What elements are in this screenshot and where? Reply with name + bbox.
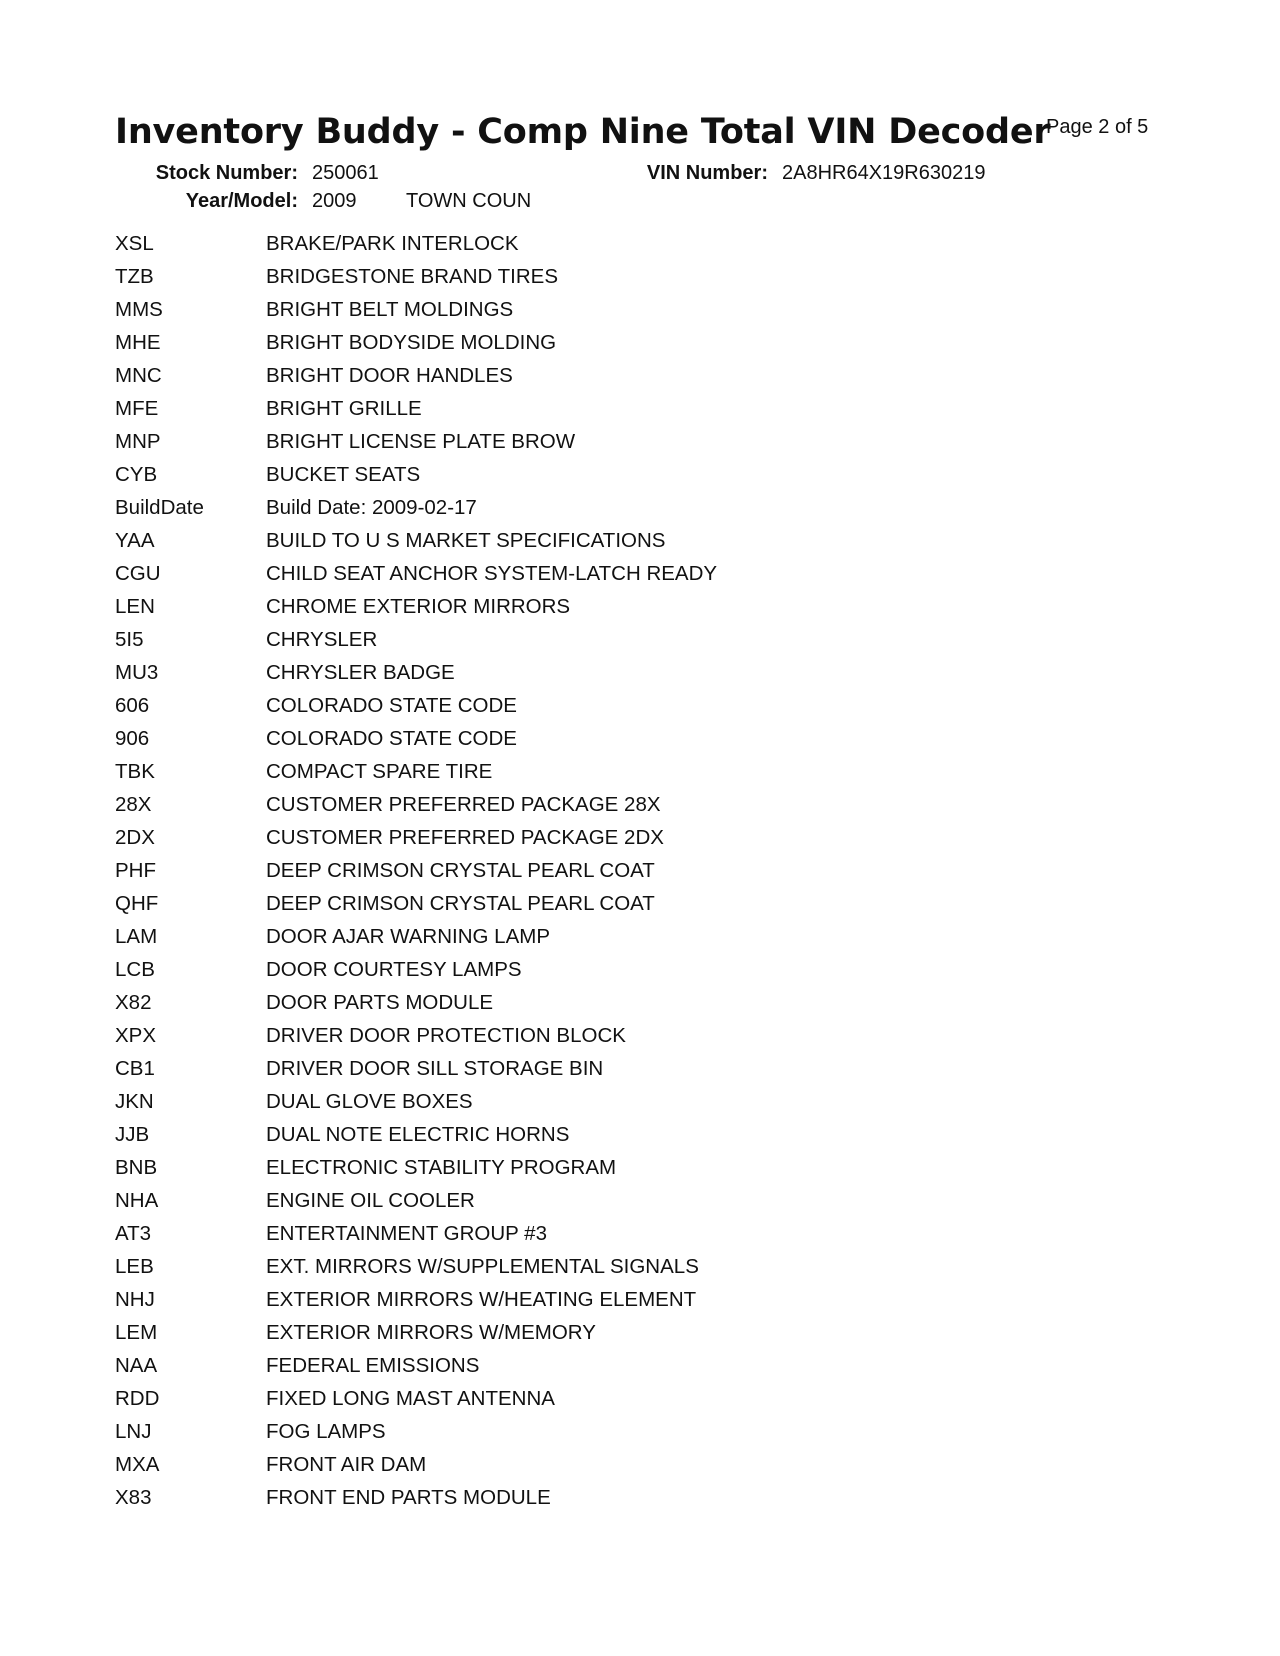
- option-description: EXTERIOR MIRRORS W/MEMORY: [266, 1320, 596, 1344]
- option-code: YAA: [115, 528, 155, 552]
- option-row: [115, 689, 1115, 722]
- option-code: LEN: [115, 594, 155, 618]
- option-code: MU3: [115, 660, 159, 684]
- option-row: [115, 1217, 1115, 1250]
- option-description: ENGINE OIL COOLER: [266, 1188, 475, 1212]
- option-row: [115, 1481, 1115, 1514]
- option-description: BRIGHT BELT MOLDINGS: [266, 297, 514, 321]
- option-description: FOG LAMPS: [266, 1419, 386, 1443]
- option-row: [115, 788, 1115, 821]
- page-indicator: Page 2 of 5: [1046, 116, 1149, 138]
- option-code: RDD: [115, 1386, 160, 1410]
- option-description: DOOR COURTESY LAMPS: [266, 957, 522, 981]
- option-code: 906: [115, 726, 150, 750]
- option-row: [115, 1283, 1115, 1316]
- option-code: XPX: [115, 1023, 157, 1047]
- option-description: BUILD TO U S MARKET SPECIFICATIONS: [266, 528, 666, 552]
- option-code: 2DX: [115, 825, 155, 849]
- option-description: CHRYSLER BADGE: [266, 660, 455, 684]
- option-code: JJB: [115, 1122, 150, 1146]
- option-description: DEEP CRIMSON CRYSTAL PEARL COAT: [266, 891, 655, 915]
- option-row: [115, 524, 1115, 557]
- option-code: PHF: [115, 858, 156, 882]
- option-description: FRONT END PARTS MODULE: [266, 1485, 551, 1509]
- option-row: [115, 458, 1115, 491]
- option-row: [115, 1316, 1115, 1349]
- option-description: DUAL GLOVE BOXES: [266, 1089, 473, 1113]
- option-code: MMS: [115, 297, 163, 321]
- option-row: [115, 1382, 1115, 1415]
- option-code: TBK: [115, 759, 155, 783]
- option-row: [115, 1052, 1115, 1085]
- option-description: BRIGHT LICENSE PLATE BROW: [266, 429, 576, 453]
- option-code: 5I5: [115, 627, 144, 651]
- option-description: COMPACT SPARE TIRE: [266, 759, 493, 783]
- option-row: [115, 1085, 1115, 1118]
- option-description: BRAKE/PARK INTERLOCK: [266, 231, 519, 255]
- option-description: BRIDGESTONE BRAND TIRES: [266, 264, 558, 288]
- option-code: 606: [115, 693, 150, 717]
- option-description: DRIVER DOOR PROTECTION BLOCK: [266, 1023, 626, 1047]
- page-title: Inventory Buddy - Comp Nine Total VIN Decoder: [115, 112, 1051, 152]
- option-description: CUSTOMER PREFERRED PACKAGE 28X: [266, 792, 661, 816]
- option-row: [115, 359, 1115, 392]
- option-code: NAA: [115, 1353, 158, 1377]
- option-description: BUCKET SEATS: [266, 462, 421, 486]
- option-code: X83: [115, 1485, 152, 1509]
- option-row: [115, 656, 1115, 689]
- option-description: COLORADO STATE CODE: [266, 693, 517, 717]
- model-value: TOWN COUN: [406, 190, 532, 212]
- option-code: TZB: [115, 264, 154, 288]
- vin-number-value: 2A8HR64X19R630219: [782, 162, 986, 184]
- option-code: QHF: [115, 891, 159, 915]
- option-code: LEB: [115, 1254, 154, 1278]
- option-row: [115, 1448, 1115, 1481]
- option-code: MHE: [115, 330, 161, 354]
- option-code: AT3: [115, 1221, 152, 1245]
- option-description: CUSTOMER PREFERRED PACKAGE 2DX: [266, 825, 664, 849]
- option-code: 28X: [115, 792, 152, 816]
- stock-number-value: 250061: [312, 162, 379, 184]
- option-description: DUAL NOTE ELECTRIC HORNS: [266, 1122, 570, 1146]
- option-row: [115, 1415, 1115, 1448]
- option-description: FEDERAL EMISSIONS: [266, 1353, 480, 1377]
- option-row: [115, 953, 1115, 986]
- option-description: BRIGHT DOOR HANDLES: [266, 363, 513, 387]
- option-code: LAM: [115, 924, 158, 948]
- option-row: [115, 491, 1115, 524]
- option-description: CHRYSLER: [266, 627, 378, 651]
- option-row: [115, 821, 1115, 854]
- option-description: EXT. MIRRORS W/SUPPLEMENTAL SIGNALS: [266, 1254, 699, 1278]
- option-code: LCB: [115, 957, 155, 981]
- option-row: [115, 623, 1115, 656]
- option-row: [115, 392, 1115, 425]
- option-code: NHA: [115, 1188, 159, 1212]
- year-model-label: Year/Model:: [185, 190, 298, 212]
- option-description: DOOR PARTS MODULE: [266, 990, 494, 1014]
- option-code: CYB: [115, 462, 158, 486]
- option-row: [115, 986, 1115, 1019]
- option-row: [115, 425, 1115, 458]
- option-row: [115, 227, 1115, 260]
- option-description: DOOR AJAR WARNING LAMP: [266, 924, 550, 948]
- option-code: JKN: [115, 1089, 154, 1113]
- option-code: MXA: [115, 1452, 160, 1476]
- option-description: DEEP CRIMSON CRYSTAL PEARL COAT: [266, 858, 655, 882]
- option-code: BNB: [115, 1155, 158, 1179]
- option-code-list: [115, 227, 1115, 1514]
- option-code: BuildDate: [115, 495, 204, 519]
- option-row: [115, 920, 1115, 953]
- option-code: MNC: [115, 363, 162, 387]
- option-code: MFE: [115, 396, 159, 420]
- option-description: COLORADO STATE CODE: [266, 726, 517, 750]
- option-row: [115, 1250, 1115, 1283]
- option-description: BRIGHT BODYSIDE MOLDING: [266, 330, 557, 354]
- option-description: ENTERTAINMENT GROUP #3: [266, 1221, 547, 1245]
- option-code: CB1: [115, 1056, 155, 1080]
- option-row: [115, 590, 1115, 623]
- option-row: [115, 260, 1115, 293]
- option-code: LNJ: [115, 1419, 152, 1443]
- option-row: [115, 1184, 1115, 1217]
- option-code: LEM: [115, 1320, 158, 1344]
- option-description: DRIVER DOOR SILL STORAGE BIN: [266, 1056, 604, 1080]
- option-code: NHJ: [115, 1287, 155, 1311]
- option-row: [115, 1349, 1115, 1382]
- option-row: [115, 557, 1115, 590]
- option-description: CHROME EXTERIOR MIRRORS: [266, 594, 571, 618]
- option-row: [115, 1019, 1115, 1052]
- option-row: [115, 722, 1115, 755]
- stock-number-label: Stock Number:: [155, 162, 298, 184]
- year-value: 2009: [312, 190, 357, 212]
- option-description: FIXED LONG MAST ANTENNA: [266, 1386, 555, 1410]
- option-row: [115, 1151, 1115, 1184]
- option-description: Build Date: 2009-02-17: [266, 495, 477, 519]
- option-code: X82: [115, 990, 152, 1014]
- option-row: [115, 854, 1115, 887]
- option-description: BRIGHT GRILLE: [266, 396, 422, 420]
- vin-number-label: VIN Number:: [646, 162, 768, 184]
- option-description: ELECTRONIC STABILITY PROGRAM: [266, 1155, 617, 1179]
- option-code: CGU: [115, 561, 161, 585]
- option-description: CHILD SEAT ANCHOR SYSTEM-LATCH READY: [266, 561, 718, 585]
- option-row: [115, 326, 1115, 359]
- option-row: [115, 293, 1115, 326]
- option-code: XSL: [115, 231, 154, 255]
- option-code: MNP: [115, 429, 161, 453]
- option-row: [115, 887, 1115, 920]
- option-description: FRONT AIR DAM: [266, 1452, 427, 1476]
- option-row: [115, 755, 1115, 788]
- option-row: [115, 1118, 1115, 1151]
- option-description: EXTERIOR MIRRORS W/HEATING ELEMENT: [266, 1287, 697, 1311]
